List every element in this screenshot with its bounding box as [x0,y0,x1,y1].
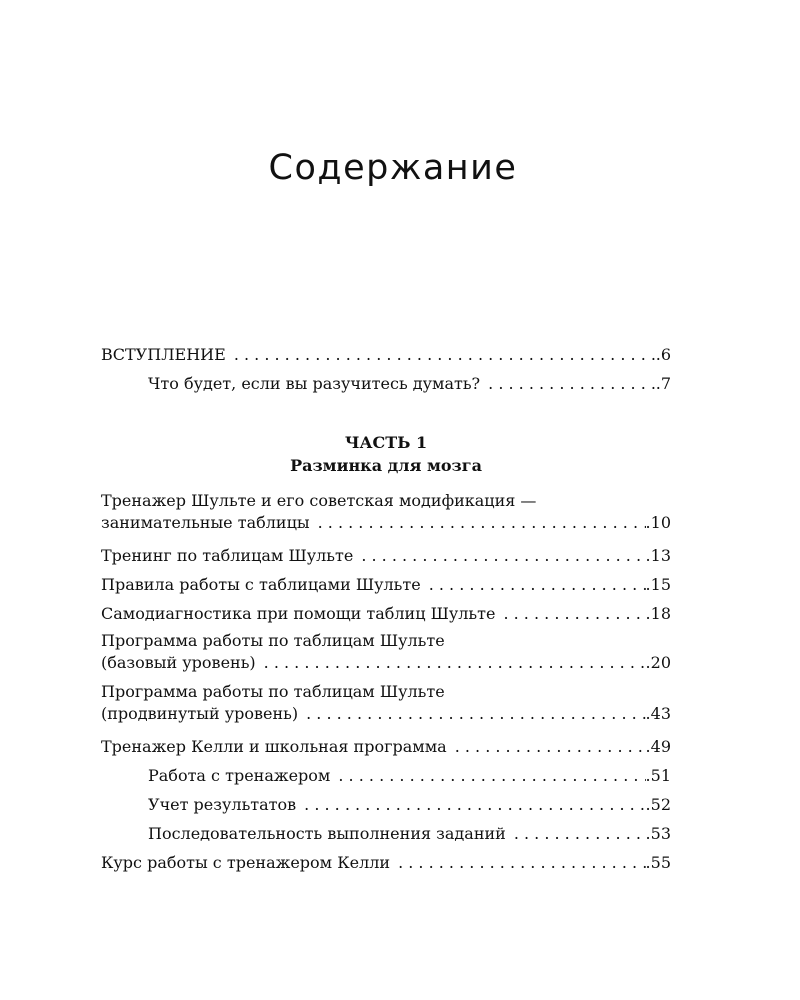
toc-entry-page: .10 [645,513,671,532]
toc-entry[interactable] [101,570,671,599]
toc-entry-intro[interactable] [101,340,671,369]
toc-entry[interactable] [101,490,671,534]
toc-entry-subsection[interactable] [101,369,671,398]
toc-entry[interactable] [101,630,671,674]
toc-entry-page: .13 [645,546,671,565]
dot-leader [495,599,645,628]
dot-leader [353,541,645,570]
dot-leader [421,570,646,599]
toc-entry[interactable] [101,599,671,628]
toc-entry-title: Курс работы с тренажером Келли [101,853,391,872]
toc-entry-subsection[interactable] [101,761,671,790]
toc-entry-title-line1: Тренажер Шульте и его советская модификация — [101,491,537,510]
toc-entry-title: (базовый уровень) [101,653,256,672]
part-label: ЧАСТЬ 1 [344,433,428,452]
page-title: Содержание [268,148,518,188]
toc-entry-subsection[interactable] [101,790,671,819]
toc-entry-title: ВСТУПЛЕНИЕ [101,345,226,364]
dot-leader [226,340,656,369]
toc-entry-page: .15 [645,575,671,594]
toc-entry-page: .43 [645,704,671,723]
toc-entry-title: Что будет, если вы разучитесь думать? [148,374,481,393]
toc-entry-title-line1: Программа работы по таблицам Шульте [101,631,445,650]
dot-leader [296,790,645,819]
dot-leader [447,732,646,761]
toc-entry-page: .7 [655,374,671,393]
toc-entry-title: Самодиагностика при помощи таблиц Шульте [101,604,496,623]
toc-entry-page: .49 [645,737,671,756]
part-name: Разминка для мозга [290,456,482,475]
toc-entry-page: .6 [655,345,671,364]
toc-entry-page: .51 [645,766,671,785]
toc-entry-title: Правила работы с таблицами Шульте [101,575,421,594]
toc-entry-page: .18 [645,604,671,623]
toc-entry-page: .53 [645,824,671,843]
toc-entry-subsection[interactable] [101,819,671,848]
part-heading [101,431,671,477]
dot-leader [390,848,645,877]
toc-entry-title: занимательные таблицы [101,513,310,532]
dot-leader [506,819,646,848]
dot-leader [256,652,646,674]
toc-entry-page: .52 [645,795,671,814]
toc-entry-page: .20 [645,653,671,672]
toc-entry[interactable] [101,541,671,570]
toc-entry-page: .55 [645,853,671,872]
dot-leader [298,703,645,725]
toc-entry-title: Тренажер Келли и школьная программа [101,737,447,756]
dot-leader [310,512,646,534]
toc-entry-title: Последовательность выполнения заданий [148,824,506,843]
toc-entry-title: Учет результатов [148,795,297,814]
toc-entry[interactable] [101,848,671,877]
dot-leader [330,761,645,790]
dot-leader [480,369,656,398]
toc-entry-title: Работа с тренажером [148,766,331,785]
part-1-entries [101,490,671,877]
toc-entry-title-line1: Программа работы по таблицам Шульте [101,682,445,701]
toc-entry-title: (продвинутый уровень) [101,704,299,723]
toc-entry[interactable] [101,681,671,725]
intro-section [101,340,671,398]
toc-entry[interactable] [101,732,671,761]
toc-entry-title: Тренинг по таблицам Шульте [101,546,354,565]
